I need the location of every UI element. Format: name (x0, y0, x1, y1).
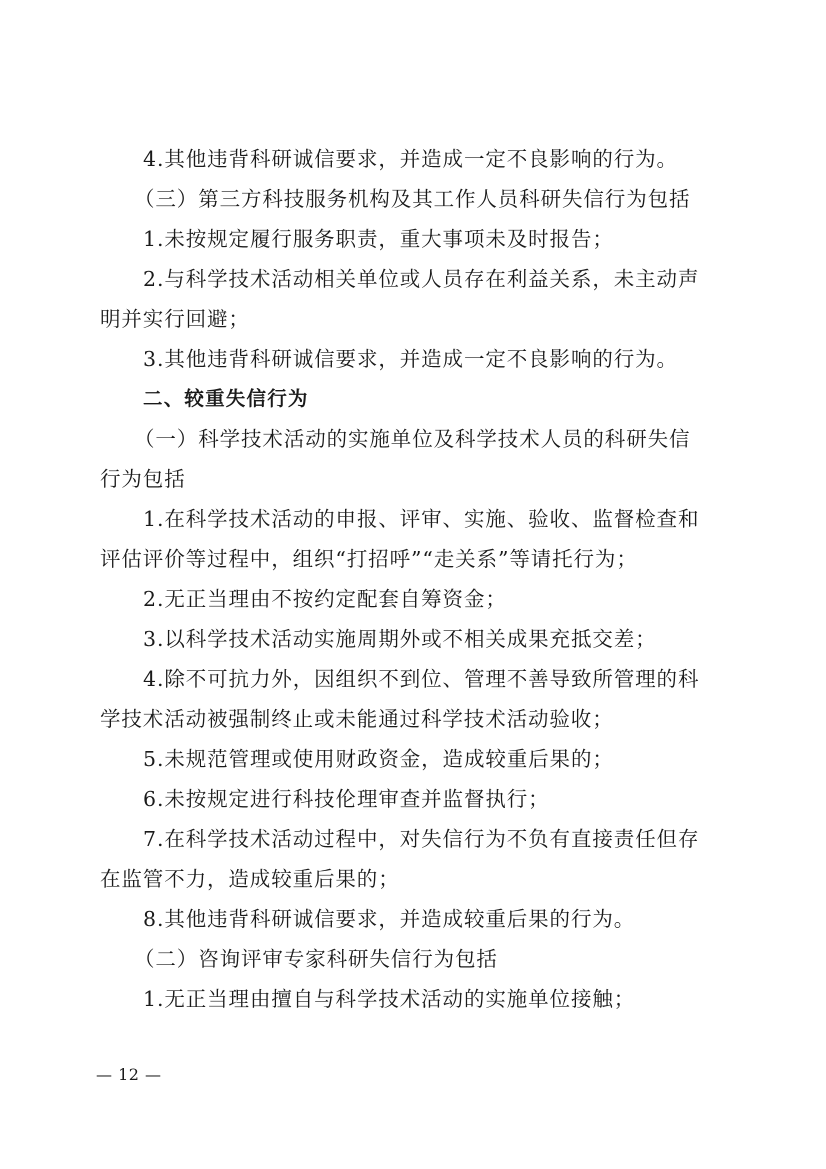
paragraph-line: 6.未按规定进行科技伦理审查并监督执行； (143, 787, 550, 811)
chapter-heading: 二、较重失信行为 (143, 387, 309, 410)
section-heading: （二）咨询评审专家科研失信行为包括 (134, 947, 498, 971)
paragraph-line: 1.未按规定履行服务职责，重大事项未及时报告； (143, 227, 614, 251)
paragraph-line: 7.在科学技术活动过程中，对失信行为不负有直接责任但存 (143, 827, 700, 851)
paragraph-line: 行为包括 (100, 467, 186, 491)
page-number: — 12 — (96, 1065, 162, 1084)
paragraph-line: 1.无正当理由擅自与科学技术活动的实施单位接触； (143, 987, 636, 1011)
paragraph-line: 2.与科学技术活动相关单位或人员存在利益关系，未主动声 (143, 267, 700, 291)
paragraph-line: 3.以科学技术活动实施周期外或不相关成果充抵交差； (143, 627, 657, 651)
paragraph-line: 明并实行回避； (100, 307, 250, 331)
paragraph-line: 4.其他违背科研诚信要求，并造成一定不良影响的行为。 (143, 147, 678, 171)
paragraph-line: 在监管不力，造成较重后果的； (100, 867, 400, 891)
paragraph-line: 3.其他违背科研诚信要求，并造成一定不良影响的行为。 (143, 347, 678, 371)
paragraph-line: 8.其他违背科研诚信要求，并造成较重后果的行为。 (143, 907, 636, 931)
paragraph-line: 2.无正当理由不按约定配套自筹资金； (143, 587, 507, 611)
paragraph-line: 学技术活动被强制终止或未能通过科学技术活动验收； (100, 707, 614, 731)
section-heading: （一）科学技术活动的实施单位及科学技术人员的科研失信 (134, 427, 691, 451)
section-heading: （三）第三方科技服务机构及其工作人员科研失信行为包括 (134, 187, 691, 211)
paragraph-line: 4.除不可抗力外，因组织不到位、管理不善导致所管理的科 (143, 667, 700, 691)
paragraph-line: 评估评价等过程中，组织“打招呼”“走关系”等请托行为； (100, 547, 638, 571)
paragraph-line: 1.在科学技术活动的申报、评审、实施、验收、监督检查和 (143, 507, 700, 531)
paragraph-line: 5.未规范管理或使用财政资金，造成较重后果的； (143, 747, 614, 771)
